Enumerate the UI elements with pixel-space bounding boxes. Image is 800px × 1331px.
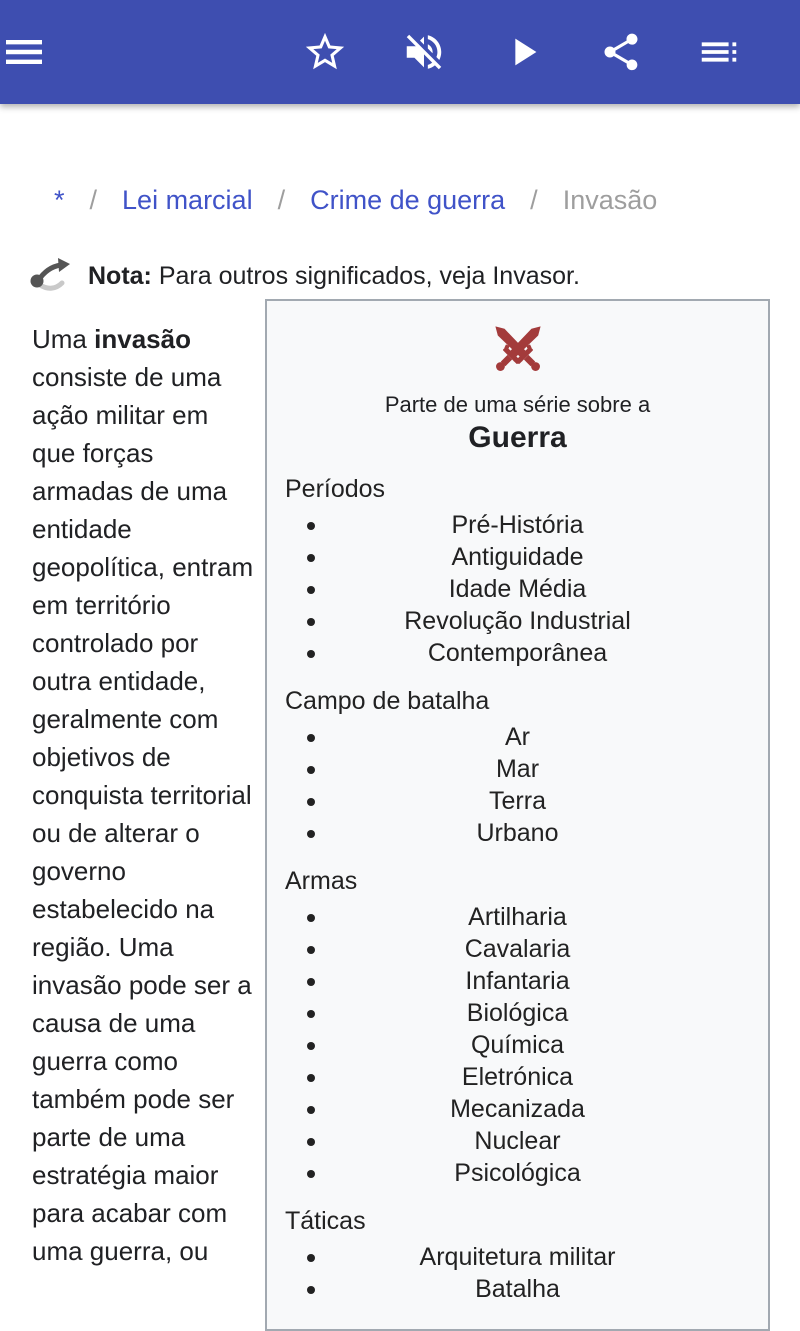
- infobox-list-item: Ar: [283, 721, 752, 753]
- infobox-list-armas: [283, 901, 752, 1189]
- infobox-section-title: Campo de batalha: [285, 687, 490, 715]
- star-border-icon: [302, 29, 348, 75]
- toc-icon: [696, 29, 742, 75]
- breadcrumb-separator: /: [89, 185, 98, 215]
- breadcrumb-link-root[interactable]: *: [54, 185, 65, 215]
- crossed-swords-icon: [484, 315, 552, 383]
- infobox-list-item: Biológica: [283, 997, 752, 1029]
- infobox-list-item: Cavalaria: [283, 933, 752, 965]
- infobox-section-title: Períodos: [285, 475, 386, 503]
- hatnote-label: Nota:: [88, 261, 152, 290]
- app-bar-actions: [302, 29, 800, 75]
- infobox-list-item: Eletrónica: [283, 1061, 752, 1093]
- volume-off-icon: [401, 29, 447, 75]
- hatnote-body: Para outros significados, veja Invasor.: [158, 261, 580, 290]
- hatnote: [28, 256, 580, 296]
- infobox-list-item: Revolução Industrial: [283, 605, 752, 637]
- breadcrumb-separator: /: [530, 185, 538, 215]
- breadcrumb: [54, 180, 657, 220]
- hatnote-text: [88, 262, 580, 291]
- infobox-list-item: Mecanizada: [283, 1093, 752, 1125]
- infobox-list-item: Antiguidade: [283, 541, 752, 573]
- share-icon: [599, 30, 643, 74]
- infobox-list-item: Psicológica: [283, 1157, 752, 1189]
- breadcrumb-current-page: Invasão: [562, 185, 658, 215]
- lead-text-rest: consiste de uma ação militar em que forças armadas de uma entidade geopolítica, entram em território controlado por outra entidade, geralmente com objetivos de conquista territorial ou de alterar o governo estabelecido na região. Uma invasão pode ser a causa de uma guerra como também pode ser parte de uma estratégia maior para acabar com uma guerra, ou: [32, 362, 254, 1266]
- article-lead-paragraph: [32, 320, 258, 1270]
- toc-button[interactable]: [696, 29, 742, 75]
- infobox-war-series: [265, 299, 770, 1331]
- play-icon: [500, 29, 546, 75]
- infobox-list-campo-de-batalha: [283, 721, 752, 849]
- mute-button[interactable]: [401, 29, 447, 75]
- infobox-list-item: Idade Média: [283, 573, 752, 605]
- infobox-list-item: Infantaria: [283, 965, 752, 997]
- infobox-list-item: Mar: [283, 753, 752, 785]
- infobox-section-taticas: [283, 1205, 752, 1305]
- breadcrumb-link-crime-de-guerra[interactable]: Crime de guerra: [310, 185, 506, 215]
- infobox-list-item: Química: [283, 1029, 752, 1061]
- infobox-list-item: Contemporânea: [283, 637, 752, 669]
- infobox-list-item: Arquitetura militar: [283, 1241, 752, 1273]
- menu-icon: [0, 28, 48, 76]
- lead-text-prefix: Uma: [32, 324, 87, 354]
- article-title-bold: invasão: [94, 324, 191, 354]
- infobox-series-title: Guerra: [468, 421, 567, 454]
- bookmark-button[interactable]: [302, 29, 348, 75]
- redirect-icon: [28, 256, 78, 296]
- breadcrumb-link-lei-marcial[interactable]: Lei marcial: [122, 185, 253, 215]
- infobox-section-title: Armas: [285, 867, 358, 895]
- infobox-section-armas: [283, 865, 752, 1189]
- app-bar: [0, 0, 800, 104]
- play-button[interactable]: [500, 29, 546, 75]
- infobox-list-item: Urbano: [283, 817, 752, 849]
- infobox-list-taticas: [283, 1241, 752, 1305]
- menu-button[interactable]: [0, 28, 48, 76]
- infobox-list-item: Pré-História: [283, 509, 752, 541]
- share-button[interactable]: [599, 30, 643, 74]
- infobox-section-title: Táticas: [285, 1207, 366, 1235]
- infobox-list-item: Artilharia: [283, 901, 752, 933]
- infobox-list-item: Terra: [283, 785, 752, 817]
- infobox-section-campo-de-batalha: [283, 685, 752, 849]
- infobox-list-item: Batalha: [283, 1273, 752, 1305]
- infobox-list-item: Nuclear: [283, 1125, 752, 1157]
- infobox-list-periodos: [283, 509, 752, 669]
- infobox-section-periodos: [283, 473, 752, 669]
- infobox-series-label: Parte de uma série sobre a: [384, 392, 651, 417]
- breadcrumb-separator: /: [277, 185, 286, 215]
